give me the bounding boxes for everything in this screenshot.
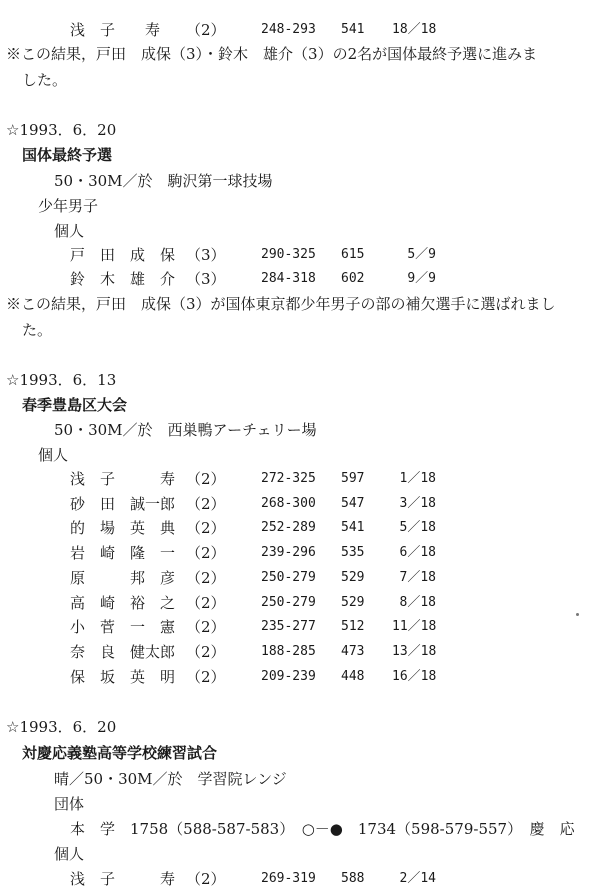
athlete-grade: （2）: [186, 495, 226, 513]
score-total: 512: [341, 619, 365, 634]
rank: 13／18: [392, 644, 437, 659]
athlete-grade: （2）: [186, 470, 226, 488]
athlete-grade: （2）: [186, 594, 226, 612]
event-venue: 晴／50・30M／於 学習院レンジ: [54, 770, 287, 788]
score-breakdown: 252-289: [261, 520, 316, 535]
score-breakdown: 248-293: [261, 22, 316, 37]
athlete-name: 鈴 木 雄 介: [70, 270, 176, 288]
athlete-name: 岩 崎 隆 一: [70, 544, 176, 562]
subcategory-label: 個人: [54, 845, 85, 863]
rank: 8／18: [399, 595, 436, 610]
result-row: [0, 668, 600, 686]
score-total: 529: [341, 570, 365, 585]
athlete-grade: （2）: [186, 870, 226, 888]
team-result: 本 学 1758（588-587-583） ○－● 1734（598-579-557） 慶 応: [70, 820, 575, 838]
score-total: 448: [341, 669, 365, 684]
score-breakdown: 209-239: [261, 669, 316, 684]
athlete-name: 小 菅 一 憲: [70, 618, 176, 636]
rank: 18／18: [392, 22, 437, 37]
score-breakdown: 269-319: [261, 871, 316, 886]
rank: 7／18: [399, 570, 436, 585]
result-row: [0, 519, 600, 537]
result-row: [0, 618, 600, 636]
rank: 11／18: [392, 619, 437, 634]
score-total: 588: [341, 871, 365, 886]
score-total: 615: [341, 247, 365, 262]
category-label: 少年男子: [38, 197, 99, 215]
result-row: [0, 870, 600, 888]
subcategory-label: 個人: [54, 222, 85, 240]
score-breakdown: 272-325: [261, 471, 316, 486]
score-total: 541: [341, 520, 365, 535]
rank: 5／18: [399, 520, 436, 535]
subcategory-label: 個人: [38, 446, 69, 464]
athlete-name: 奈 良 健太郎: [70, 643, 176, 661]
score-total: 597: [341, 471, 365, 486]
score-breakdown: 268-300: [261, 496, 316, 511]
note-text: した。: [22, 71, 68, 89]
athlete-grade: （3）: [186, 270, 226, 288]
score-total: 541: [341, 22, 365, 37]
score-breakdown: 239-296: [261, 545, 316, 560]
event-title: 春季豊島区大会: [22, 396, 128, 414]
athlete-grade: （2）: [186, 544, 226, 562]
athlete-name: 浅 子 寿: [70, 870, 176, 888]
result-row: [0, 21, 600, 39]
score-breakdown: 250-279: [261, 570, 316, 585]
athlete-name: 保 坂 英 明: [70, 668, 176, 686]
athlete-name: 的 場 英 典: [70, 519, 176, 537]
score-breakdown: 284-318: [261, 271, 316, 286]
event-venue: 50・30M／於 駒沢第一球技場: [54, 172, 273, 190]
athlete-grade: （3）: [186, 246, 226, 264]
event-venue: 50・30M／於 西巣鴨アーチェリー場: [54, 421, 317, 439]
note-text: ※この結果，戸田 成保（3）・鈴木 雄介（3）の2名が国体最終予選に進みま: [6, 45, 538, 63]
note-text: た。: [22, 321, 53, 339]
team-label: 団体: [54, 795, 85, 813]
rank: 1／18: [399, 471, 436, 486]
rank: 9／9: [407, 271, 436, 286]
note-text: ※この結果，戸田 成保（3）が国体東京都少年男子の部の補欠選手に選ばれまし: [6, 295, 556, 313]
athlete-name: 浅 子 寿: [70, 21, 161, 39]
result-row: [0, 569, 600, 587]
athlete-grade: （2）: [186, 21, 226, 39]
event-title: 国体最終予選: [22, 146, 113, 164]
athlete-grade: （2）: [186, 618, 226, 636]
result-row: [0, 643, 600, 661]
result-row: [0, 544, 600, 562]
score-total: 547: [341, 496, 365, 511]
score-breakdown: 188-285: [261, 644, 316, 659]
score-breakdown: 290-325: [261, 247, 316, 262]
rank: 16／18: [392, 669, 437, 684]
athlete-grade: （2）: [186, 569, 226, 587]
athlete-grade: （2）: [186, 519, 226, 537]
event-date: ☆1993．6．20: [6, 121, 117, 139]
athlete-grade: （2）: [186, 668, 226, 686]
result-row: [0, 594, 600, 612]
athlete-name: 砂 田 誠一郎: [70, 495, 176, 513]
score-total: 602: [341, 271, 365, 286]
result-row: [0, 470, 600, 488]
rank: 6／18: [399, 545, 436, 560]
athlete-name: 原 邦 彦: [70, 569, 176, 587]
event-date: ☆1993．6．20: [6, 718, 117, 736]
athlete-name: 戸 田 成 保: [70, 246, 176, 264]
score-breakdown: 250-279: [261, 595, 316, 610]
event-date: ☆1993．6．13: [6, 371, 117, 389]
score-total: 473: [341, 644, 365, 659]
score-breakdown: 235-277: [261, 619, 316, 634]
score-total: 529: [341, 595, 365, 610]
result-row: [0, 246, 600, 264]
rank: 2／14: [399, 871, 436, 886]
scan-speck: [576, 613, 579, 616]
rank: 3／18: [399, 496, 436, 511]
result-row: [0, 495, 600, 513]
athlete-grade: （2）: [186, 643, 226, 661]
event-title: 対慶応義塾高等学校練習試合: [22, 744, 218, 762]
athlete-name: 高 崎 裕 之: [70, 594, 176, 612]
athlete-name: 浅 子 寿: [70, 470, 176, 488]
rank: 5／9: [407, 247, 436, 262]
result-row: [0, 270, 600, 288]
score-total: 535: [341, 545, 365, 560]
